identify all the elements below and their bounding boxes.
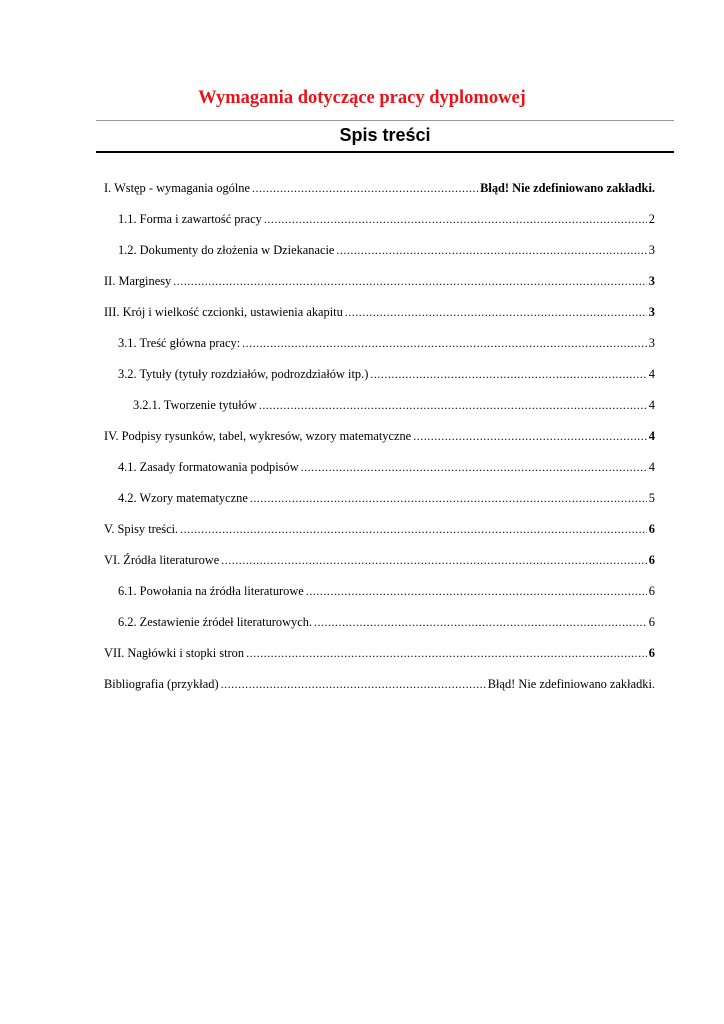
toc-leader-dots (221, 550, 647, 570)
toc-entry-label: VII. Nagłówki i stopki stron (104, 646, 245, 660)
toc-entry-page: 6 (648, 553, 655, 567)
toc-leader-dots (413, 426, 647, 446)
toc-leader-dots (259, 395, 647, 415)
toc-entry-label: III. Krój i wielkość czcionki, ustawienia akapitu (104, 305, 343, 319)
title-divider (96, 120, 674, 121)
toc-entry-label: 4.1. Zasady formatowania podpisów (118, 460, 299, 474)
toc-entry-page: Błąd! Nie zdefiniowano zakładki. (480, 181, 655, 195)
toc-entry-label: 1.1. Forma i zawartość pracy (118, 212, 262, 226)
toc-leader-dots (252, 178, 478, 198)
toc-entry-page: 4 (648, 429, 655, 443)
toc-entry[interactable] (133, 395, 655, 415)
toc-entry-label: 1.2. Dokumenty do złożenia w Dziekanacie (118, 243, 335, 257)
toc-leader-dots (314, 612, 647, 632)
document-title: Wymagania dotyczące pracy dyplomowej (198, 88, 526, 108)
toc-entry-page: 3 (648, 274, 655, 288)
toc-entry-label: 6.2. Zestawienie źródeł literaturowych. (118, 615, 313, 629)
toc-leader-dots (306, 581, 647, 601)
toc-entry-label: V. Spisy treści. (104, 522, 179, 536)
toc-entry[interactable] (118, 333, 655, 353)
toc-entry-page: 6 (648, 646, 655, 660)
toc-entry[interactable] (104, 426, 655, 446)
toc-leader-dots (370, 364, 646, 384)
toc-entry[interactable] (104, 271, 655, 291)
toc-entry-page: 3 (648, 243, 655, 257)
toc-leader-dots (242, 333, 647, 353)
toc-entry[interactable] (104, 643, 655, 663)
toc-leader-dots (250, 488, 647, 508)
toc-entry-label: 3.1. Treść główna pracy: (118, 336, 241, 350)
toc-leader-dots (246, 643, 647, 663)
toc-entry-page: 2 (648, 212, 655, 226)
toc-leader-dots (345, 302, 647, 322)
toc-entry-page: 4 (648, 460, 655, 474)
toc-entry-page: 5 (648, 491, 655, 505)
toc-leader-dots (173, 271, 647, 291)
toc-entry-label: II. Marginesy (104, 274, 172, 288)
toc-entry-label: VI. Źródła literaturowe (104, 553, 220, 567)
toc-entry-page: 4 (648, 367, 655, 381)
toc-entry-label: 3.2. Tytuły (tytuły rozdziałów, podrozdziałów itp.) (118, 367, 369, 381)
toc-entry-page: 6 (648, 584, 655, 598)
toc-entry-page: 3 (648, 336, 655, 350)
toc-heading: Spis treści (339, 125, 431, 145)
toc-entry-page: 4 (648, 398, 655, 412)
toc-entry[interactable] (104, 674, 655, 694)
toc-entry-page: 6 (648, 615, 655, 629)
toc-entry-page: Błąd! Nie zdefiniowano zakładki. (487, 677, 655, 691)
toc-entry[interactable] (118, 457, 655, 477)
toc-entry[interactable] (118, 612, 655, 632)
toc-leader-dots (336, 240, 646, 260)
toc-entry[interactable] (104, 519, 655, 539)
toc-entry-label: 3.2.1. Tworzenie tytułów (133, 398, 257, 412)
toc-entry-page: 3 (648, 305, 655, 319)
toc-leader-dots (264, 209, 647, 229)
toc-heading-underline (96, 151, 674, 153)
toc-entry-label: 4.2. Wzory matematyczne (118, 491, 248, 505)
toc-leader-dots (221, 674, 486, 694)
toc-entry[interactable] (118, 240, 655, 260)
toc-entry-label: 6.1. Powołania na źródła literaturowe (118, 584, 304, 598)
toc-entry-label: I. Wstęp - wymagania ogólne (104, 181, 251, 195)
toc-entry[interactable] (118, 581, 655, 601)
toc-entry[interactable] (118, 364, 655, 384)
toc-entry[interactable] (118, 209, 655, 229)
toc-entry-page: 6 (648, 522, 655, 536)
toc-entry-label: IV. Podpisy rysunków, tabel, wykresów, wzory matematyczne (104, 429, 412, 443)
toc-entry-label: Bibliografia (przykład) (104, 677, 219, 691)
toc-leader-dots (180, 519, 647, 539)
toc-entry[interactable] (118, 488, 655, 508)
toc-leader-dots (301, 457, 647, 477)
toc-entry[interactable] (104, 178, 655, 198)
toc-entry[interactable] (104, 302, 655, 322)
toc-entry[interactable] (104, 550, 655, 570)
